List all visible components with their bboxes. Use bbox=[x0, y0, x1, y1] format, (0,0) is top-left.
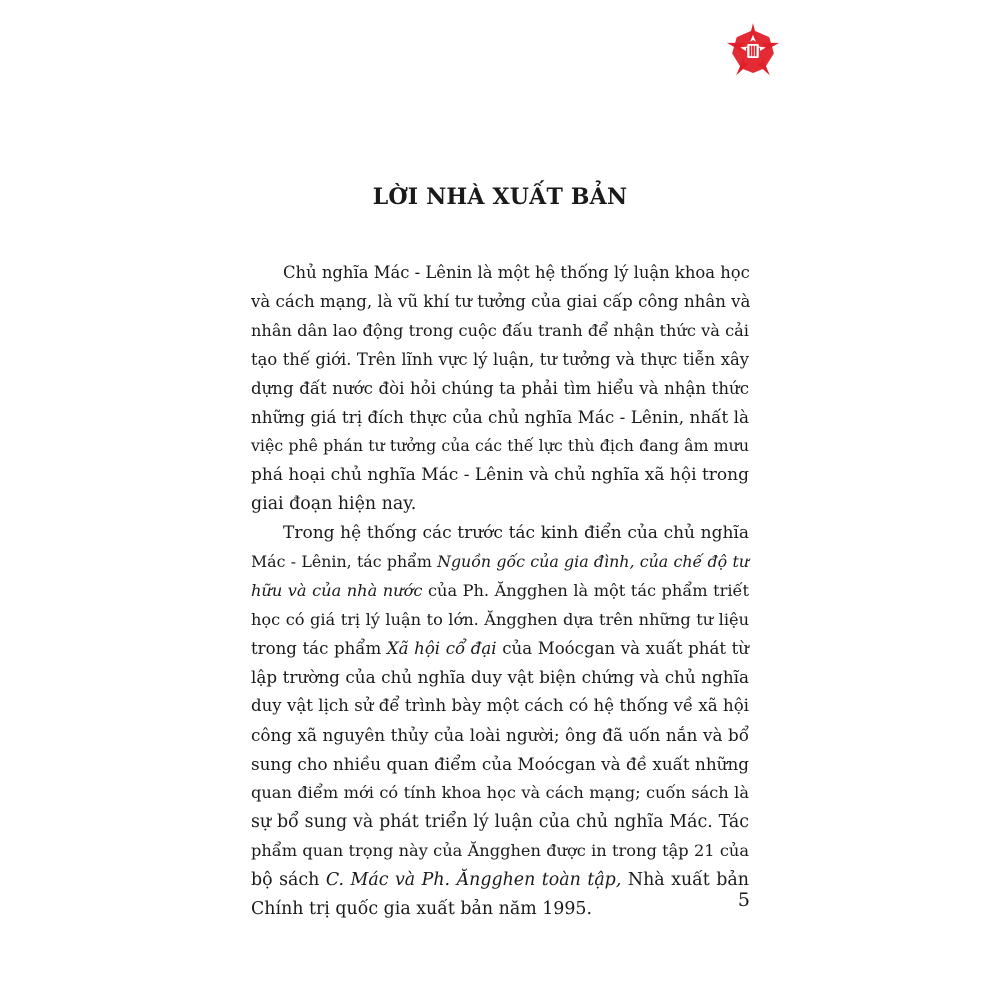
text-line: sung cho nhiều quan điểm của Moócgan và đề xuất những bbox=[251, 754, 749, 775]
text-line: phẩm quan trọng này của Ăngghen được in trong tập 21 của bbox=[251, 840, 749, 860]
preface-body bbox=[251, 259, 749, 923]
text-run: Nhà xuất bản bbox=[621, 869, 749, 890]
text-line: sự bổ sung và phát triển lý luận của chủ nghĩa Mác. Tác bbox=[251, 811, 749, 832]
text-line: Chủ nghĩa Mác - Lênin là một hệ thống lý luận khoa học bbox=[283, 263, 750, 282]
book-title-italic: hữu và của nhà nước bbox=[251, 580, 423, 600]
book-title-italic: Nguồn gốc của gia đình, của chế độ tư bbox=[437, 551, 749, 571]
text-line: giai đoạn hiện nay. bbox=[251, 494, 417, 515]
text-line: tạo thế giới. Trên lĩnh vực lý luận, tư tưởng và thực tiễn xây bbox=[251, 349, 749, 369]
book-title-italic: Xã hội cổ đại bbox=[386, 638, 497, 658]
text-run: bộ sách bbox=[251, 869, 326, 890]
text-line: Chính trị quốc gia xuất bản năm 1995. bbox=[251, 898, 593, 919]
text-line: lập trường của chủ nghĩa duy vật biện chứng và chủ nghĩa bbox=[251, 667, 749, 688]
text-line bbox=[251, 635, 749, 664]
text-line: những giá trị đích thực của chủ nghĩa Mác - Lênin, nhất là bbox=[251, 407, 749, 428]
text-line: Trong hệ thống các trước tác kinh điển của chủ nghĩa bbox=[283, 523, 749, 544]
page-number: 5 bbox=[737, 889, 750, 911]
text-line: công xã nguyên thủy của loài người; ông đã uốn nắn và bổ bbox=[251, 725, 749, 746]
publisher-star-logo-icon bbox=[724, 22, 782, 80]
text-line: và cách mạng, là vũ khí tư tưởng của giai cấp công nhân và bbox=[251, 291, 751, 311]
book-title-italic: C. Mác và Ph. Ăngghen toàn tập, bbox=[325, 869, 622, 890]
text-run: của Ph. Ăngghen là một tác phẩm triết bbox=[422, 580, 749, 600]
text-line: duy vật lịch sử để trình bày một cách có hệ thống về xã hội bbox=[251, 696, 749, 716]
text-line: quan điểm mới có tính khoa học và cách mạng; cuốn sách là bbox=[251, 783, 749, 803]
text-run: trong tác phẩm bbox=[251, 638, 387, 658]
text-line: việc phê phán tư tưởng của các thế lực thù địch đang âm mưu bbox=[251, 436, 749, 456]
text-run: Mác - Lênin, tác phẩm bbox=[251, 551, 438, 571]
page-title: LỜI NHÀ XUẤT BẢN bbox=[372, 184, 628, 210]
text-line: học có giá trị lý luận to lớn. Ăngghen dựa trên những tư liệu bbox=[251, 609, 749, 629]
text-line: dựng đất nước đòi hỏi chúng ta phải tìm hiểu và nhận thức bbox=[251, 378, 749, 398]
text-line bbox=[251, 866, 749, 895]
text-line: nhân dân lao động trong cuộc đấu tranh để nhận thức và cải bbox=[251, 320, 749, 340]
text-line bbox=[251, 548, 749, 577]
text-run: của Moócgan và xuất phát từ bbox=[496, 638, 749, 658]
text-line bbox=[251, 577, 749, 606]
text-line: phá hoại chủ nghĩa Mác - Lênin và chủ nghĩa xã hội trong bbox=[251, 465, 749, 486]
